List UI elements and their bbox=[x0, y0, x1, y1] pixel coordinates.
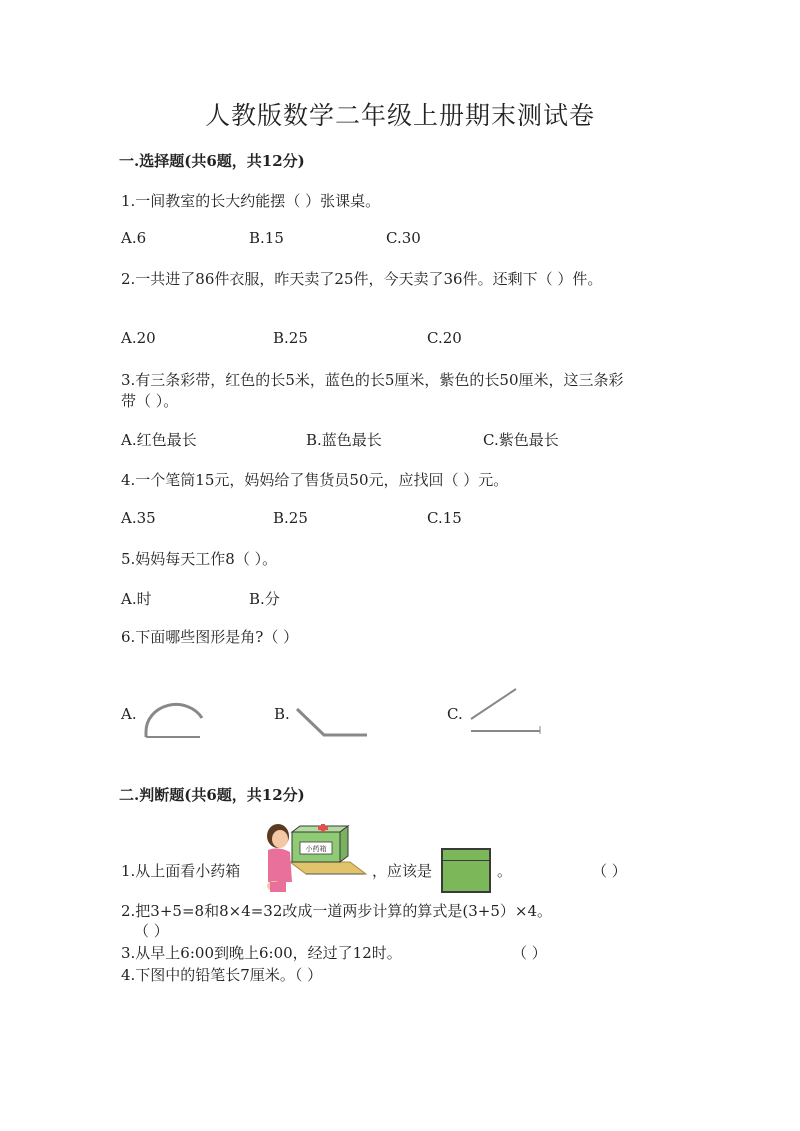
q6-option-c[interactable]: C. bbox=[447, 705, 463, 723]
bent-line-figure bbox=[293, 705, 373, 740]
medicine-box-label: 小药箱 bbox=[305, 845, 327, 853]
question-5: 5.妈妈每天工作8（ ）。 bbox=[121, 550, 278, 568]
q4-option-a[interactable]: A.35 bbox=[121, 509, 156, 527]
judgement-1-period: 。 bbox=[497, 862, 513, 880]
page-title: 人教版数学二年级上册期末测试卷 bbox=[204, 101, 595, 130]
judgement-3-answer-paren[interactable]: （ ） bbox=[512, 944, 547, 962]
q1-option-a[interactable]: A.6 bbox=[121, 229, 147, 247]
question-3-line-1: 3.有三条彩带，红色的长5米，蓝色的长5厘米，紫色的长50厘米，这三条彩 bbox=[121, 371, 624, 389]
judgement-2-answer-paren[interactable]: （ ） bbox=[134, 922, 169, 940]
judgement-3-text: 3.从早上6:00到晚上6:00，经过了12时。 bbox=[121, 944, 402, 962]
q2-option-b[interactable]: B.25 bbox=[273, 329, 308, 347]
judgement-2-text: 2.把3+5=8和8×4=32改成一道两步计算的算式是(3+5）×4。 bbox=[121, 902, 553, 920]
question-1: 1.一间教室的长大约能摆（ ）张课桌。 bbox=[121, 192, 381, 210]
q3-option-a[interactable]: A.红色最长 bbox=[121, 431, 197, 449]
section-1-heading: 一.选择题(共6题，共12分) bbox=[119, 152, 305, 170]
question-4: 4.一个笔筒15元，妈妈给了售货员50元，应找回（ ）元。 bbox=[121, 471, 509, 489]
q5-option-a[interactable]: A.时 bbox=[121, 590, 152, 608]
q4-option-b[interactable]: B.25 bbox=[273, 509, 308, 527]
q6-option-a[interactable]: A. bbox=[121, 705, 137, 723]
question-6: 6.下面哪些图形是角?（ ） bbox=[121, 628, 299, 646]
green-square-answer-figure bbox=[441, 848, 491, 893]
q3-option-b[interactable]: B.蓝色最长 bbox=[306, 431, 382, 449]
q3-option-c[interactable]: C.紫色最长 bbox=[483, 431, 559, 449]
q2-option-a[interactable]: A.20 bbox=[121, 329, 156, 347]
q4-option-c[interactable]: C.15 bbox=[427, 509, 462, 527]
q5-option-b[interactable]: B.分 bbox=[249, 590, 280, 608]
judgement-1-text: 1.从上面看小药箱 bbox=[121, 862, 241, 880]
judgement-4-text: 4.下图中的铅笔长7厘米。（ ） bbox=[121, 966, 323, 984]
q2-option-c[interactable]: C.20 bbox=[427, 329, 462, 347]
semicircle-figure bbox=[140, 700, 210, 740]
judgement-1-answer-paren[interactable]: （ ） bbox=[592, 862, 627, 880]
girl-with-medicine-box-illustration bbox=[260, 822, 370, 894]
q1-option-b[interactable]: B.15 bbox=[249, 229, 284, 247]
section-2-heading: 二.判断题(共6题，共12分) bbox=[119, 786, 305, 804]
question-3-line-2: 带（ ）。 bbox=[121, 392, 179, 410]
q6-option-b[interactable]: B. bbox=[274, 705, 290, 723]
angle-figure bbox=[468, 686, 548, 736]
question-2: 2.一共进了86件衣服，昨天卖了25件，今天卖了36件。还剩下（ ）件。 bbox=[121, 270, 603, 288]
q1-option-c[interactable]: C.30 bbox=[386, 229, 421, 247]
judgement-1-mid: ，应该是 bbox=[372, 862, 433, 880]
